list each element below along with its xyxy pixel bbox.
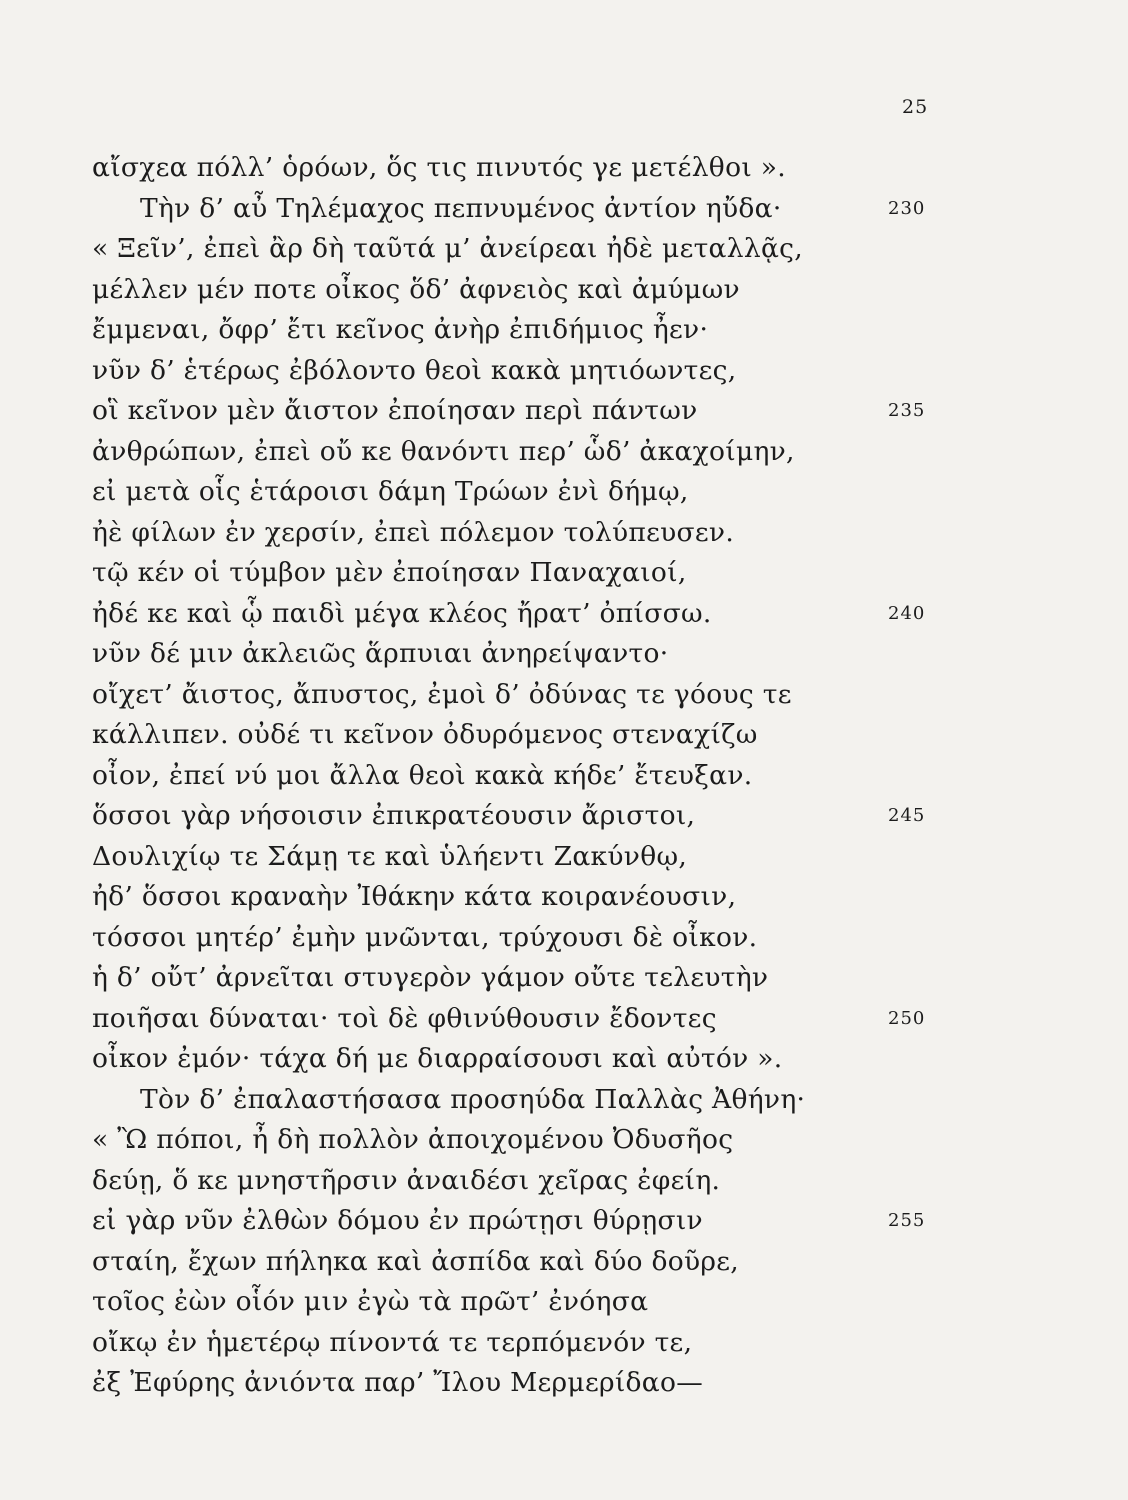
verse-text: Δουλιχίῳ τε Σάμῃ τε καὶ ὑλήεντι Ζακύνθῳ, <box>92 840 688 872</box>
verse-text: οἶκον ἐμόν· τάχα δή με διαρραίσουσι καὶ αὐτόν ». <box>92 1043 783 1074</box>
verse-text: « Ὢ πόποι, ἦ δὴ πολλὸν ἀποιχομένου Ὀδυσῆος <box>92 1124 734 1155</box>
verse-line <box>92 1039 1052 1080</box>
verse-line <box>92 391 1052 432</box>
verse-line <box>92 432 1052 473</box>
verse-text: τόσσοι μητέρ’ ἐμὴν μνῶνται, τρύχουσι δὲ οἶκον. <box>92 921 758 953</box>
verse-line <box>92 270 1052 311</box>
verse-text: ἔμμεναι, ὄφρ’ ἔτι κεῖνος ἀνὴρ ἐπιδήμιος ἦεν· <box>92 314 709 345</box>
verse-line <box>92 958 1052 999</box>
verse-line <box>92 756 1052 797</box>
verse-line <box>92 715 1052 756</box>
verse-text: νῦν δέ μιν ἀκλειῶς ἅρπυιαι ἀνηρείψαντο· <box>92 638 669 669</box>
verse-text: ἡ δ’ οὔτ’ ἀρνεῖται στυγερὸν γάμον οὔτε τελευτὴν <box>92 962 769 993</box>
verse-line <box>92 189 1052 230</box>
verse-line <box>92 918 1052 959</box>
verse-text: εἰ μετὰ οἷς ἑτάροισι δάμη Τρώων ἐνὶ δήμῳ, <box>92 476 689 507</box>
verse-text: εἰ γὰρ νῦν ἐλθὼν δόμου ἐν πρώτῃσι θύρῃσιν <box>92 1205 703 1236</box>
verse-line <box>92 594 1052 635</box>
line-number: 255 <box>888 1210 926 1231</box>
verse-line <box>92 1282 1052 1323</box>
page-number: 25 <box>902 96 929 118</box>
verse-text: αἴσχεα πόλλ’ ὁρόων, ὅς τις πινυτός γε μετέλθοι ». <box>92 152 786 183</box>
verse-text: μέλλεν μέν ποτε οἶκος ὅδ’ ἀφνειὸς καὶ ἀμύμων <box>92 273 740 305</box>
line-number: 240 <box>888 602 926 624</box>
line-number: 235 <box>888 400 926 421</box>
verse-line <box>92 999 1052 1040</box>
verse-text: ἠδέ κε καὶ ᾧ παιδὶ μέγα κλέος ἤρατ’ ὀπίσσω. <box>92 597 712 629</box>
verse-line <box>92 472 1052 513</box>
verse-text: ποιῆσαι δύναται· τοὶ δὲ φθινύθουσιν ἔδοντες <box>92 1002 717 1034</box>
verse-line <box>92 675 1052 716</box>
verse-line <box>92 229 1052 270</box>
verse-line <box>92 1323 1052 1364</box>
verse-text: κάλλιπεν. οὐδέ τι κεῖνον ὀδυρόμενος στεναχίζω <box>92 719 758 750</box>
verse-text: ἐξ Ἐφύρης ἀνιόντα παρ’ Ἴλου Μερμερίδαο— <box>92 1367 704 1398</box>
verse-text: ἠδ’ ὅσσοι κραναὴν Ἰθάκην κάτα κοιρανέουσιν, <box>92 881 737 912</box>
verse-text: οἶον, ἐπεί νύ μοι ἄλλα θεοὶ κακὰ κήδε’ ἔτευξαν. <box>92 759 753 791</box>
verse-text: ἀνθρώπων, ἐπεὶ οὔ κε θανόντι περ’ ὧδ’ ἀκαχοίμην, <box>92 435 795 467</box>
verse-line <box>92 513 1052 554</box>
verse-text: οἳ κεῖνον μὲν ἄιστον ἐποίησαν περὶ πάντων <box>92 395 698 426</box>
verse-text: οἴκῳ ἐν ἡμετέρῳ πίνοντά τε τερπόμενόν τε, <box>92 1326 693 1358</box>
verse-line <box>92 310 1052 351</box>
verse-line <box>92 634 1052 675</box>
verse-text: ἠὲ φίλων ἐν χερσίν, ἐπεὶ πόλεμον τολύπευσεν. <box>92 516 735 548</box>
line-number: 230 <box>888 197 926 219</box>
verse-line <box>92 1161 1052 1202</box>
verse-line <box>92 796 1052 837</box>
verse-text: Τὸν δ’ ἐπαλαστήσασα προσηύδα Παλλὰς Ἀθήνη· <box>140 1083 806 1115</box>
verse-line <box>92 148 1052 189</box>
verse-line <box>92 1201 1052 1242</box>
verse-text: ὅσσοι γὰρ νήσοισιν ἐπικρατέουσιν ἄριστοι, <box>92 800 696 831</box>
verse-text: δεύῃ, ὅ κε μνηστῆρσιν ἀναιδέσι χεῖρας ἐφείη. <box>92 1164 721 1196</box>
verse-text-block <box>92 148 1052 1404</box>
verse-line <box>92 553 1052 594</box>
verse-text: νῦν δ’ ἑτέρως ἐβόλοντο θεοὶ κακὰ μητιόωντες, <box>92 354 737 386</box>
verse-text: οἴχετ’ ἄιστος, ἄπυστος, ἐμοὶ δ’ ὀδύνας τε γόους τε <box>92 678 792 710</box>
verse-text: « Ξεῖν’, ἐπεὶ ἂρ δὴ ταῦτά μ’ ἀνείρεαι ἠδὲ μεταλλᾷς, <box>92 233 804 264</box>
verse-text: Τὴν δ’ αὖ Τηλέμαχος πεπνυμένος ἀντίον ηὔδα· <box>140 192 782 224</box>
line-number: 250 <box>888 1007 926 1029</box>
verse-text: τοῖος ἐὼν οἷόν μιν ἐγὼ τὰ πρῶτ’ ἐνόησα <box>92 1286 649 1317</box>
verse-line <box>92 1363 1052 1404</box>
line-number: 245 <box>888 805 926 826</box>
verse-line <box>92 877 1052 918</box>
verse-line <box>92 1242 1052 1283</box>
verse-line <box>92 1120 1052 1161</box>
verse-line <box>92 1080 1052 1121</box>
verse-text: τῷ κέν οἱ τύμβον μὲν ἐποίησαν Παναχαιοί, <box>92 557 687 588</box>
verse-line <box>92 351 1052 392</box>
verse-line <box>92 837 1052 878</box>
verse-text: σταίη, ἔχων πήληκα καὶ ἀσπίδα καὶ δύο δοῦρε, <box>92 1245 740 1277</box>
